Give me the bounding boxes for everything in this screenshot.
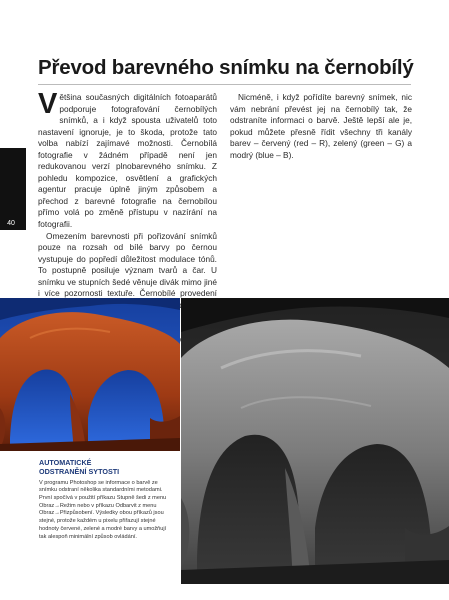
page-number: 40 — [7, 220, 15, 227]
caption-text: V programu Photoshop se informace o barvě ze snímku odstraní několika standardními metodami. První spočívá v použití příkazu Stupně šedi z menu Obraz→Režim nebo v příkazu Odbarvit z menu Obraz→Přizpůsobení. Výsledky obou příkazů jsou stejné, protože každém u pixelu přiřazují stejné hodnoty červené, zelené a modré barvy a umožňují tak alespoň minimální způsob ovládání. — [39, 479, 167, 540]
paragraph-1 — [38, 88, 217, 231]
drop-cap: V — [38, 88, 58, 120]
color-arch-photo — [0, 298, 180, 451]
photo-strip — [0, 298, 449, 588]
title-rule — [38, 84, 411, 85]
paragraph-2: Omezením barevnosti při pořizování snímků pouze na rozsah od bílé barvy po černou vystupuje do popředí důležitost modulace tónů. To postupně posiluje význam tvarů a čar. U snímku ve stupních šedé věnuje divák mimo jiné i více pozornosti textuře. Černobílé provedení — [38, 230, 217, 299]
chapter-tab — [0, 148, 26, 230]
page-title: Převod barevného snímku na černobílý — [38, 56, 414, 79]
text-column-right — [230, 92, 412, 161]
photo-caption — [39, 459, 173, 541]
paragraph-3: Nicméně, i když pořídíte barevný snímek, nic vám nebrání převést jej na černobílý tak, že odstraníte informaci o barvě. Ještě lepší ale je, pokud můžete přesně řídit všechny tři kanály barev – červený (red – R), zelený (green – G) a modrý (blue – B). — [230, 92, 412, 160]
caption-title-line2: ODSTRANĚNÍ SYTOSTI — [39, 466, 120, 476]
paragraph-1-text: ětšina současných digitálních fotoaparátů podporuje fotografování černobílých snímků, a i když spousta uživatelů toto nastavení ignoruje, je to škoda, protože tato volba nabízí zajímavé možnosti. Černobílá fotografie v žádném případě není jen redukovanou verzí plnobarevného snímku. Z pohledu kompozice, osvětlení a grafických agentur pracuje úplně jiným způsobem a přechod z barevné fotografie na černobílou přímo volá po změně přístupu v nazírání na fotografii. — [38, 92, 217, 230]
bw-arch-photo — [181, 298, 449, 584]
caption-title-line1: AUTOMATICKÉ — [39, 458, 92, 467]
